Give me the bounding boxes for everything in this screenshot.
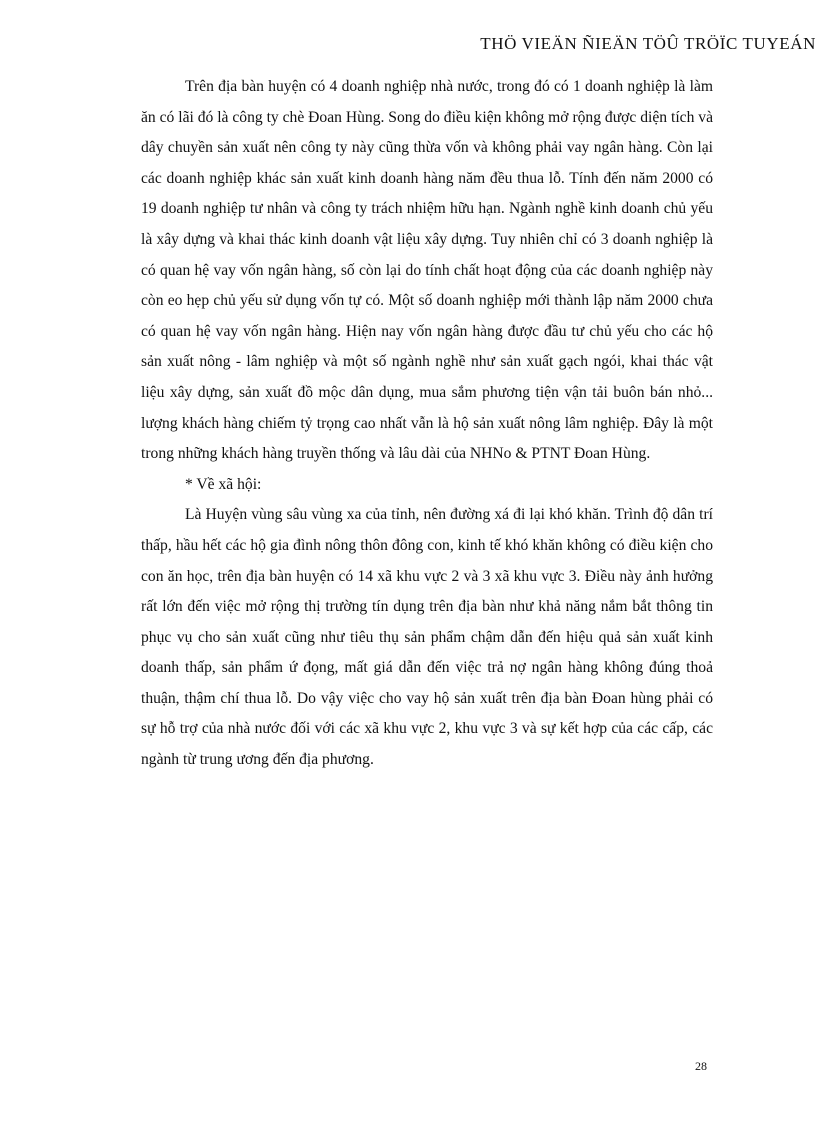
page-number: 28 [695,1059,707,1073]
paragraph-society: Là Huyện vùng sâu vùng xa của tỉnh, nên đường xá đi lại khó khăn. Trình độ dân trí thấp, hầu hết các hộ gia đình nông thôn đông con, kinh tế khó khăn không có điều kiện cho con ăn học, trên địa bàn huyện có 14 xã khu vực 2 và 3 xã khu vực 3. Điều này ảnh hưởng rất lớn đến việc mở rộng thị trường tín dụng trên địa bàn như khả năng nắm bắt thông tin phục vụ cho sản xuất cũng như tiêu thụ sản phẩm chậm dẫn đến hiệu quả sản xuất kinh doanh thấp, sản phẩm ứ đọng, mất giá dẫn đến việc trả nợ ngân hàng không đúng thoả thuận, thậm chí thua lỗ. Do vậy việc cho vay hộ sản xuất trên địa bàn Đoan hùng phải có sự hỗ trợ của nhà nước đối với các xã khu vực 2, khu vực 3 và sự kết hợp của các cấp, các ngành từ trung ương đến địa phương. [141,506,713,769]
page-header-title: THÖ VIEÄN ÑIEÄN TÖÛ TRÖÏC TUYEÁN [480,34,816,53]
document-body [141,72,713,776]
paragraph-enterprises: Trên địa bàn huyện có 4 doanh nghiệp nhà nước, trong đó có 1 doanh nghiệp là làm ăn có lãi đó là công ty chè Đoan Hùng. Song do điều kiện không mở rộng được diện tích và dây chuyền sản xuất nên công ty này cũng thừa vốn và không phải vay ngân hàng. Còn lại các doanh nghiệp khác sản xuất kinh doanh hàng năm đều thua lỗ. Tính đến năm 2000 có 19 doanh nghiệp tư nhân và công ty trách nhiệm hữu hạn. Ngành nghề kinh doanh chủ yếu là xây dựng và khai thác kinh doanh vật liệu xây dựng. Tuy nhiên chỉ có 3 doanh nghiệp là có quan hệ vay vốn ngân hàng, số còn lại do tính chất hoạt động của các doanh nghiệp này còn eo hẹp chủ yếu sử dụng vốn tự có. Một số doanh nghiệp mới thành lập năm 2000 chưa có quan hệ vay vốn ngân hàng. Hiện nay vốn ngân hàng được đầu tư chủ yếu cho các hộ sản xuất nông - lâm nghiệp và một số ngành nghề như sản xuất gạch ngói, khai thác vật liệu xây dựng, sản xuất đồ mộc dân dụng, mua sắm phương tiện vận tải buôn bán nhỏ... lượng khách hàng chiếm tỷ trọng cao nhất vẫn là hộ sản xuất nông lâm nghiệp. Đây là một trong những khách hàng truyền thống và lâu dài của NHNo & PTNT Đoan Hùng. [141,78,713,463]
section-heading-society: * Về xã hội: [185,475,262,493]
